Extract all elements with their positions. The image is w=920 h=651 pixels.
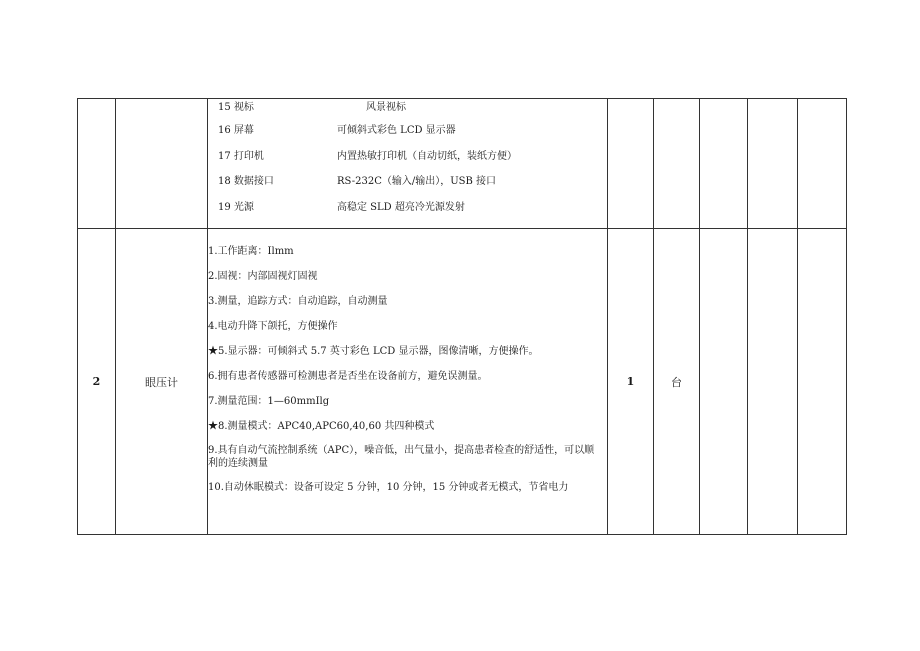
spec-key: 17 打印机 — [218, 150, 264, 162]
row2-empty-cell — [748, 229, 798, 535]
spec-line-10: 10.自动休眠模式：设备可设定 5 分钟，10 分钟，15 分钟或者无模式，节省电力 — [208, 482, 569, 493]
spec-key: 15 视标 — [218, 102, 254, 113]
row1-unit-cell — [654, 99, 700, 229]
spec-list — [208, 229, 607, 500]
row2-empty-cell — [700, 229, 748, 535]
spec-value: 可倾斜式彩色 LCD 显示器 — [337, 125, 456, 136]
spec-line-4: 4.电动升降下颌托，方便操作 — [208, 321, 338, 332]
row1-qty-cell — [608, 99, 654, 229]
spec-line-7: 7.测量范围：1—60mmIlg — [208, 396, 330, 407]
spec-item-15 — [208, 99, 607, 116]
row2-spec-cell — [208, 229, 608, 535]
row1-no-cell — [78, 99, 116, 229]
spec-key: 16 屏幕 — [218, 125, 254, 136]
spec-line-6: 6.拥有患者传感器可检测患者是否坐在设备前方，避免误测量。 — [208, 371, 488, 382]
spec-value: 高稳定 SLD 超亮冷光源发射 — [337, 201, 465, 213]
row1-name-cell — [116, 99, 208, 229]
spec-table — [77, 98, 847, 535]
spec-line-5: ★5.显示器：可倾斜式 5.7 英寸彩色 LCD 显示器，图像清晰，方便操作。 — [208, 346, 539, 357]
spec-item-18 — [208, 169, 607, 195]
row1-spec-cell — [208, 99, 608, 229]
spec-value: 风景视标 — [366, 102, 406, 113]
row2-no-cell: 2 — [78, 229, 116, 535]
spec-line-9: 9.具有自动气流控制系统（APC），噪音低，出气量小，提高患者检查的舒适性，可以顺利的连续测量 — [208, 445, 595, 469]
spec-key: 18 数据接口 — [218, 176, 274, 187]
spec-key: 19 光源 — [218, 201, 254, 213]
row1-empty-cell — [748, 99, 798, 229]
spec-item-19 — [208, 195, 607, 221]
spec-item-17 — [208, 144, 607, 170]
spec-line-8: ★8.测量模式：APC40,APC60,40,60 共四种模式 — [208, 421, 435, 432]
row1-empty-cell — [700, 99, 748, 229]
spec-line-1: 1.工作距离：Ilmm — [208, 246, 294, 257]
spec-value: 内置热敏打印机（自动切纸，装纸方便） — [337, 150, 517, 162]
row2-name-cell: 眼压计 — [116, 229, 208, 535]
spec-value: RS-232C（输入/输出），USB 接口 — [337, 176, 497, 187]
table-row — [78, 229, 847, 535]
table-row — [78, 99, 847, 229]
row2-empty-cell — [798, 229, 847, 535]
row2-unit-cell: 台 — [654, 229, 700, 535]
spec-item-16 — [208, 118, 607, 144]
spec-line-3: 3.测量，追踪方式：自动追踪，自动测量 — [208, 296, 388, 307]
spec-line-2: 2.固视：内部固视灯固视 — [208, 271, 318, 282]
row1-empty-cell — [798, 99, 847, 229]
row2-qty-cell: 1 — [608, 229, 654, 535]
